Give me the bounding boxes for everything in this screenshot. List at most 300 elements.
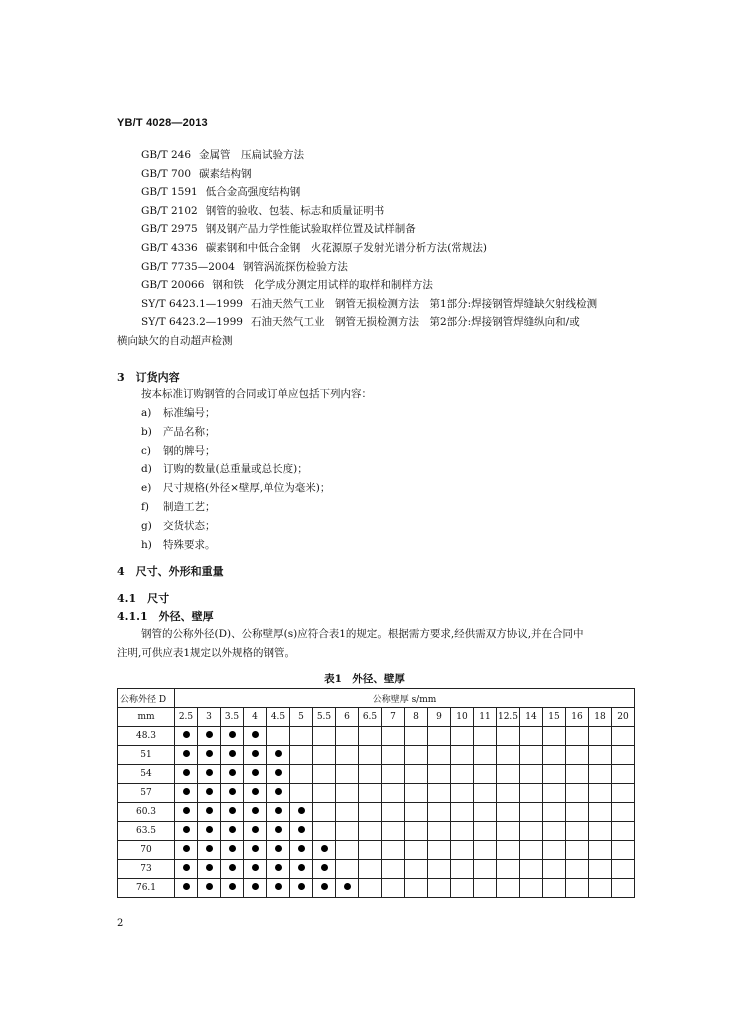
thickness-cell — [474, 746, 497, 765]
thickness-cell — [244, 765, 267, 784]
thickness-cell — [175, 784, 198, 803]
reference-title: 金属管 压扁试验方法 — [199, 149, 305, 161]
thickness-cell — [290, 803, 313, 822]
thickness-cell — [612, 879, 635, 898]
thickness-cell — [589, 879, 612, 898]
thickness-cell — [589, 803, 612, 822]
thickness-cell — [336, 765, 359, 784]
order-item-text: 标准编号； — [163, 407, 216, 419]
thickness-cell — [382, 822, 405, 841]
thickness-cell — [359, 765, 382, 784]
reference-title: 低合金高强度结构钢 — [205, 186, 301, 199]
available-size-dot — [206, 731, 213, 738]
thickness-cell — [589, 841, 612, 860]
thickness-cell — [175, 746, 198, 765]
thickness-cell — [336, 803, 359, 822]
thickness-cell — [382, 879, 405, 898]
thickness-cell — [244, 841, 267, 860]
section-4-heading: 4 尺寸、外形和重量 — [117, 565, 224, 578]
thickness-cell — [175, 860, 198, 879]
thickness-cell — [313, 765, 336, 784]
thickness-cell — [221, 879, 244, 898]
thickness-cell — [428, 841, 451, 860]
available-size-dot — [275, 826, 282, 833]
thickness-cell — [428, 784, 451, 803]
thickness-cell — [359, 879, 382, 898]
thickness-cell — [451, 841, 474, 860]
table-row — [118, 746, 635, 765]
thickness-cell — [612, 822, 635, 841]
outer-diameter-cell: 73 — [118, 860, 175, 879]
thickness-cell — [198, 879, 221, 898]
available-size-dot — [298, 826, 305, 833]
thickness-cell — [221, 860, 244, 879]
outer-diameter-cell: 63.5 — [118, 822, 175, 841]
thickness-cell — [566, 746, 589, 765]
thickness-cell — [497, 746, 520, 765]
thickness-cell — [451, 784, 474, 803]
table-row — [118, 765, 635, 784]
thickness-cell — [612, 727, 635, 746]
table-unit-row — [118, 708, 635, 727]
reference-code: GB/T 4336 — [141, 241, 198, 254]
order-item-marker: h) — [141, 538, 152, 551]
thickness-cell — [244, 746, 267, 765]
available-size-dot — [183, 769, 190, 776]
thickness-cell — [382, 765, 405, 784]
thickness-cell — [451, 822, 474, 841]
thickness-cell — [290, 841, 313, 860]
order-item-text: 尺寸规格(外径×壁厚,单位为毫米)； — [163, 482, 331, 495]
thickness-cell — [336, 841, 359, 860]
thickness-header-cell: 2.5 — [175, 708, 198, 727]
available-size-dot — [206, 883, 213, 890]
available-size-dot — [229, 788, 236, 795]
thickness-cell — [290, 879, 313, 898]
thickness-header-cell: 10 — [451, 708, 474, 727]
thickness-cell — [474, 784, 497, 803]
order-item — [141, 517, 330, 536]
thickness-cell — [405, 727, 428, 746]
thickness-cell — [313, 879, 336, 898]
table-row — [118, 727, 635, 746]
reference-item — [117, 295, 657, 314]
paragraph-line-1: 钢管的公称外径(D)、公称壁厚(s)应符合表1的规定。根据需方要求,经供需双方协议,并在合同中 — [141, 628, 584, 640]
available-size-dot — [275, 788, 282, 795]
reference-continuation: 横向缺欠的自动超声检测 — [117, 334, 233, 347]
thickness-cell — [428, 860, 451, 879]
thickness-cell — [336, 879, 359, 898]
thickness-cell — [359, 746, 382, 765]
reference-item — [117, 313, 657, 332]
thickness-cell — [336, 784, 359, 803]
thickness-cell — [405, 841, 428, 860]
order-item — [141, 442, 330, 461]
thickness-cell — [290, 765, 313, 784]
thickness-cell — [382, 841, 405, 860]
reference-title: 碳素钢和中低合金钢 火花源原子发射光谱分析方法(常规法) — [205, 241, 487, 254]
table-caption: 表1 外径、壁厚 — [324, 673, 405, 685]
thickness-header-cell: 4.5 — [267, 708, 290, 727]
reference-title: 石油天然气工业 钢管无损检测方法 第2部分:焊接钢管焊缝纵向和/或 — [250, 316, 580, 329]
thickness-cell — [497, 727, 520, 746]
thickness-cell — [290, 746, 313, 765]
order-item-marker: e) — [141, 482, 152, 495]
thickness-cell — [221, 746, 244, 765]
reference-code: GB/T 2102 — [141, 204, 198, 217]
available-size-dot — [321, 845, 328, 852]
order-item — [141, 498, 330, 517]
thickness-cell — [566, 765, 589, 784]
normative-references-list — [117, 146, 657, 351]
order-item-text: 钢的牌号； — [163, 444, 216, 457]
available-size-dot — [206, 864, 213, 871]
thickness-cell — [428, 727, 451, 746]
order-item — [141, 536, 330, 555]
thickness-cell — [520, 746, 543, 765]
reference-title: 钢管的验收、包装、标志和质量证明书 — [205, 204, 385, 217]
thickness-header-cell: 11 — [474, 708, 497, 727]
available-size-dot — [229, 826, 236, 833]
thickness-cell — [405, 822, 428, 841]
thickness-header-cell: 12.5 — [497, 708, 520, 727]
order-item — [141, 423, 330, 442]
thickness-cell — [405, 860, 428, 879]
available-size-dot — [252, 826, 259, 833]
thickness-cell — [428, 765, 451, 784]
thickness-header-cell: 4 — [244, 708, 267, 727]
thickness-cell — [612, 860, 635, 879]
table-row — [118, 784, 635, 803]
thickness-cell — [198, 841, 221, 860]
reference-item — [117, 202, 657, 221]
reference-code: SY/T 6423.1—1999 — [141, 297, 243, 310]
paragraph-line-2: 注明,可供应表1规定以外规格的钢管。 — [117, 647, 296, 659]
thickness-cell — [359, 803, 382, 822]
available-size-dot — [344, 883, 351, 890]
thickness-cell — [543, 860, 566, 879]
section-3-intro — [117, 385, 642, 404]
thickness-cell — [451, 879, 474, 898]
thickness-cell — [221, 841, 244, 860]
header-wall-thickness: 公称壁厚 s/mm — [175, 689, 635, 708]
outer-diameter-cell: 60.3 — [118, 803, 175, 822]
order-item-text: 制造工艺； — [163, 500, 216, 513]
thickness-cell — [474, 822, 497, 841]
thickness-cell — [405, 803, 428, 822]
reference-item — [117, 146, 657, 165]
thickness-cell — [382, 784, 405, 803]
section-3-intro-text: 按本标准订购钢管的合同或订单应包括下列内容： — [141, 388, 372, 400]
thickness-cell — [520, 765, 543, 784]
reference-item — [117, 239, 657, 258]
available-size-dot — [183, 845, 190, 852]
diameter-thickness-table — [117, 688, 635, 898]
order-item-marker: a) — [141, 407, 152, 419]
thickness-cell — [405, 879, 428, 898]
thickness-cell — [221, 727, 244, 746]
thickness-cell — [543, 841, 566, 860]
thickness-cell — [451, 765, 474, 784]
thickness-cell — [428, 822, 451, 841]
thickness-header-cell: 8 — [405, 708, 428, 727]
available-size-dot — [183, 807, 190, 814]
order-items-list — [141, 404, 330, 554]
available-size-dot — [229, 750, 236, 757]
thickness-cell — [359, 822, 382, 841]
thickness-cell — [543, 746, 566, 765]
page-number: 2 — [117, 918, 124, 929]
thickness-header-cell: 20 — [612, 708, 635, 727]
thickness-cell — [382, 860, 405, 879]
thickness-cell — [267, 822, 290, 841]
available-size-dot — [229, 864, 236, 871]
available-size-dot — [252, 788, 259, 795]
thickness-cell — [244, 860, 267, 879]
available-size-dot — [321, 883, 328, 890]
thickness-cell — [244, 879, 267, 898]
reference-code: GB/T 700 — [141, 167, 192, 180]
available-size-dot — [298, 883, 305, 890]
available-size-dot — [252, 807, 259, 814]
reference-item — [117, 220, 657, 239]
thickness-cell — [198, 803, 221, 822]
reference-code: GB/T 7735—2004 — [141, 260, 235, 273]
reference-title: 钢及钢产品力学性能试验取样位置及试样制备 — [205, 223, 416, 236]
outer-diameter-cell: 48.3 — [118, 727, 175, 746]
section-4-1-1-paragraph — [117, 625, 642, 663]
thickness-cell — [198, 860, 221, 879]
available-size-dot — [275, 769, 282, 776]
available-size-dot — [229, 883, 236, 890]
thickness-cell — [313, 727, 336, 746]
thickness-cell — [497, 765, 520, 784]
thickness-cell — [244, 803, 267, 822]
available-size-dot — [252, 731, 259, 738]
available-size-dot — [206, 845, 213, 852]
available-size-dot — [252, 845, 259, 852]
available-size-dot — [206, 807, 213, 814]
available-size-dot — [183, 731, 190, 738]
reference-item — [117, 165, 657, 184]
thickness-cell — [543, 727, 566, 746]
thickness-cell — [359, 860, 382, 879]
reference-code: GB/T 2975 — [141, 223, 198, 236]
thickness-cell — [359, 727, 382, 746]
available-size-dot — [321, 864, 328, 871]
available-size-dot — [229, 731, 236, 738]
thickness-header-cell: 18 — [589, 708, 612, 727]
thickness-cell — [474, 803, 497, 822]
thickness-cell — [612, 746, 635, 765]
thickness-cell — [290, 822, 313, 841]
order-item-text: 产品名称； — [163, 425, 216, 438]
reference-item — [117, 258, 657, 277]
thickness-header-cell: 14 — [520, 708, 543, 727]
order-item-text: 特殊要求。 — [163, 538, 216, 551]
thickness-header-cell: 15 — [543, 708, 566, 727]
section-3-heading: 3 订货内容 — [117, 371, 180, 384]
thickness-cell — [175, 803, 198, 822]
table-row — [118, 803, 635, 822]
thickness-cell — [313, 803, 336, 822]
reference-title: 石油天然气工业 钢管无损检测方法 第1部分:焊接钢管焊缝缺欠射线检测 — [250, 297, 598, 310]
order-item-marker: g) — [141, 519, 152, 532]
unit-label: mm — [118, 708, 175, 727]
thickness-cell — [543, 879, 566, 898]
thickness-cell — [497, 879, 520, 898]
thickness-header-cell: 6 — [336, 708, 359, 727]
available-size-dot — [252, 883, 259, 890]
available-size-dot — [206, 769, 213, 776]
thickness-cell — [198, 765, 221, 784]
thickness-cell — [589, 765, 612, 784]
thickness-cell — [566, 822, 589, 841]
thickness-cell — [221, 765, 244, 784]
available-size-dot — [275, 845, 282, 852]
thickness-cell — [198, 727, 221, 746]
thickness-cell — [198, 746, 221, 765]
thickness-cell — [589, 784, 612, 803]
thickness-cell — [359, 784, 382, 803]
thickness-cell — [428, 746, 451, 765]
thickness-cell — [244, 784, 267, 803]
available-size-dot — [183, 788, 190, 795]
thickness-cell — [359, 841, 382, 860]
thickness-cell — [520, 822, 543, 841]
thickness-cell — [175, 841, 198, 860]
reference-title: 钢和铁 化学成分测定用试样的取样和制样方法 — [212, 279, 433, 292]
thickness-cell — [336, 727, 359, 746]
available-size-dot — [183, 864, 190, 871]
order-item-marker: b) — [141, 425, 152, 438]
reference-code: SY/T 6423.2—1999 — [141, 316, 243, 329]
thickness-cell — [336, 822, 359, 841]
available-size-dot — [229, 769, 236, 776]
thickness-cell — [451, 860, 474, 879]
thickness-header-cell: 3.5 — [221, 708, 244, 727]
thickness-cell — [175, 879, 198, 898]
order-item-text: 订购的数量(总重量或总长度)； — [163, 463, 308, 476]
outer-diameter-cell: 54 — [118, 765, 175, 784]
thickness-header-cell: 5.5 — [313, 708, 336, 727]
thickness-cell — [474, 860, 497, 879]
available-size-dot — [275, 750, 282, 757]
outer-diameter-cell: 70 — [118, 841, 175, 860]
standard-number-header: YB/T 4028—2013 — [117, 117, 208, 129]
thickness-cell — [497, 841, 520, 860]
section-4-1-heading: 4.1 尺寸 — [117, 592, 170, 605]
outer-diameter-cell: 76.1 — [118, 879, 175, 898]
thickness-cell — [474, 765, 497, 784]
thickness-cell — [543, 803, 566, 822]
thickness-cell — [520, 879, 543, 898]
thickness-cell — [267, 803, 290, 822]
thickness-cell — [290, 727, 313, 746]
thickness-header-cell: 5 — [290, 708, 313, 727]
order-item-marker: d) — [141, 463, 152, 476]
available-size-dot — [275, 883, 282, 890]
thickness-cell — [612, 803, 635, 822]
thickness-cell — [198, 784, 221, 803]
thickness-cell — [175, 727, 198, 746]
table-header-row — [118, 689, 635, 708]
reference-code: GB/T 246 — [141, 149, 192, 161]
available-size-dot — [183, 826, 190, 833]
thickness-cell — [313, 746, 336, 765]
thickness-cell — [520, 841, 543, 860]
thickness-cell — [497, 784, 520, 803]
thickness-cell — [405, 784, 428, 803]
thickness-cell — [244, 727, 267, 746]
thickness-cell — [497, 860, 520, 879]
available-size-dot — [206, 788, 213, 795]
reference-title: 碳素结构钢 — [199, 167, 252, 180]
available-size-dot — [229, 807, 236, 814]
thickness-cell — [589, 822, 612, 841]
thickness-cell — [566, 727, 589, 746]
thickness-header-cell: 9 — [428, 708, 451, 727]
thickness-cell — [566, 879, 589, 898]
thickness-cell — [520, 803, 543, 822]
thickness-cell — [267, 841, 290, 860]
table-row — [118, 860, 635, 879]
thickness-cell — [520, 860, 543, 879]
order-item-marker: f) — [141, 500, 149, 513]
thickness-cell — [566, 784, 589, 803]
thickness-cell — [474, 841, 497, 860]
thickness-cell — [428, 879, 451, 898]
thickness-cell — [612, 784, 635, 803]
outer-diameter-cell: 57 — [118, 784, 175, 803]
order-item — [141, 460, 330, 479]
thickness-cell — [497, 822, 520, 841]
thickness-cell — [175, 822, 198, 841]
thickness-cell — [451, 803, 474, 822]
order-item — [141, 479, 330, 498]
thickness-cell — [198, 822, 221, 841]
thickness-cell — [267, 879, 290, 898]
thickness-cell — [267, 860, 290, 879]
thickness-cell — [336, 746, 359, 765]
thickness-cell — [382, 727, 405, 746]
thickness-cell — [543, 784, 566, 803]
thickness-cell — [566, 841, 589, 860]
thickness-cell — [290, 784, 313, 803]
thickness-cell — [612, 841, 635, 860]
header-outer-diameter: 公称外径 D — [118, 689, 175, 708]
reference-code: GB/T 1591 — [141, 186, 198, 199]
reference-title: 钢管涡流探伤检验方法 — [242, 260, 348, 273]
thickness-cell — [313, 784, 336, 803]
available-size-dot — [275, 864, 282, 871]
order-item-marker: c) — [141, 444, 151, 457]
outer-diameter-cell: 51 — [118, 746, 175, 765]
reference-code: GB/T 20066 — [141, 279, 205, 292]
thickness-cell — [382, 746, 405, 765]
reference-item — [117, 183, 657, 202]
available-size-dot — [275, 807, 282, 814]
available-size-dot — [229, 845, 236, 852]
thickness-header-cell: 6.5 — [359, 708, 382, 727]
thickness-cell — [382, 803, 405, 822]
thickness-cell — [589, 727, 612, 746]
thickness-cell — [589, 860, 612, 879]
thickness-cell — [336, 860, 359, 879]
available-size-dot — [183, 883, 190, 890]
thickness-cell — [175, 765, 198, 784]
thickness-cell — [566, 860, 589, 879]
